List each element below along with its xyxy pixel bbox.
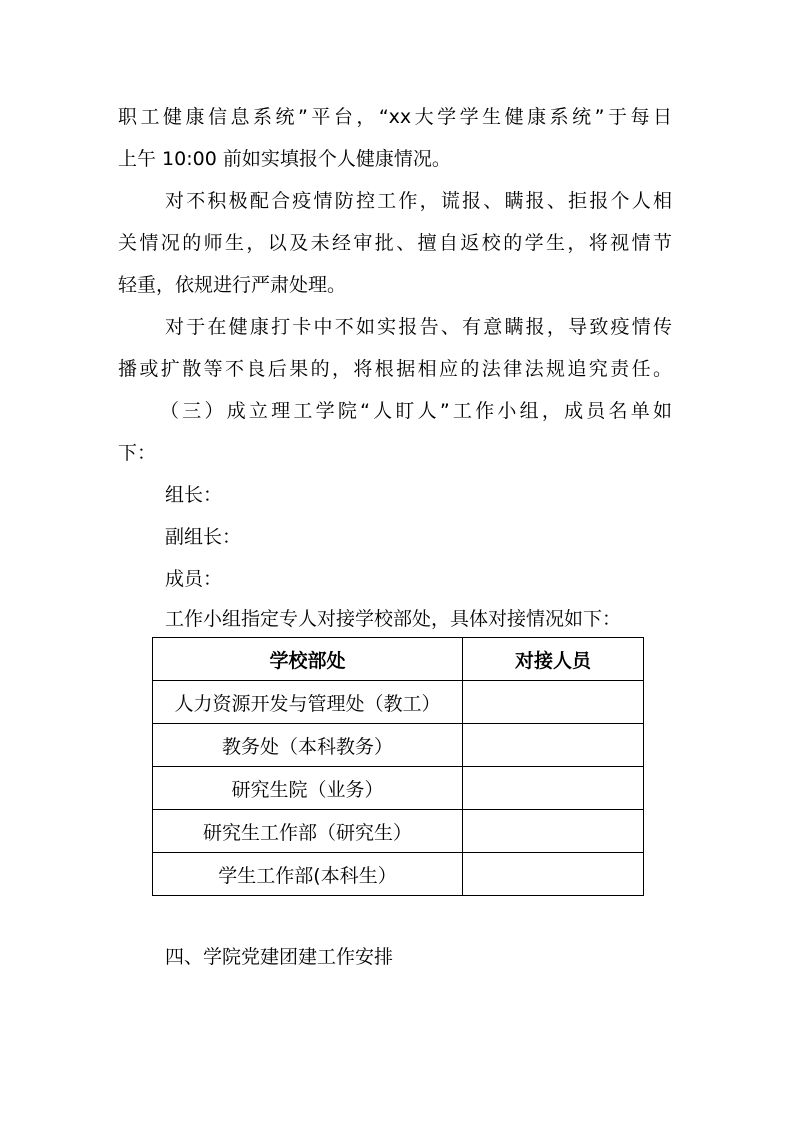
table-intro: 工作小组指定专人对接学校部处，具体对接情况如下： [165, 608, 622, 630]
paragraph-line: 对不积极配合疫情防控工作，谎报、瞒报、拒报个人相 [165, 190, 672, 212]
table-row [153, 810, 644, 853]
paragraph-line: （三）成立理工学院“人盯人”工作小组，成员名单如 [160, 400, 672, 422]
paragraph-line: 关情况的师生，以及未经审批、擅自返校的学生，将视情节 [118, 232, 672, 254]
paragraph-line: 轻重，依规进行严肃处理。 [118, 274, 347, 296]
department-cell: 学生工作部(本科生） [153, 853, 463, 896]
contact-person-cell [463, 810, 644, 853]
department-cell: 人力资源开发与管理处（教工） [153, 681, 463, 724]
contact-person-cell [463, 724, 644, 767]
section-heading: 四、学院党建团建工作安排 [165, 946, 394, 968]
contact-person-cell [463, 853, 644, 896]
department-cell: 研究生工作部（研究生） [153, 810, 463, 853]
table-row [153, 724, 644, 767]
table-row [153, 767, 644, 810]
department-cell: 研究生院（业务） [153, 767, 463, 810]
table-row [153, 853, 644, 896]
header-department: 学校部处 [153, 638, 463, 681]
paragraph-line: 下： [118, 442, 157, 464]
paragraph-line: 上午 10:00 前如实填报个人健康情况。 [118, 148, 451, 170]
table-header-row [153, 638, 644, 681]
contact-person-cell [463, 767, 644, 810]
deputy-leader-label: 副组长： [165, 526, 242, 548]
contact-person-cell [463, 681, 644, 724]
table-row [153, 681, 644, 724]
header-contact-person: 对接人员 [463, 638, 644, 681]
paragraph-line: 职工健康信息系统”平台，“xx大学学生健康系统”于每日 [118, 106, 672, 128]
members-label: 成员： [165, 568, 223, 590]
leader-label: 组长： [165, 484, 223, 506]
department-cell: 教务处（本科教务） [153, 724, 463, 767]
contact-table [152, 637, 644, 896]
paragraph-line: 播或扩散等不良后果的，将根据相应的法律法规追究责任。 [118, 358, 672, 380]
paragraph-line: 对于在健康打卡中不如实报告、有意瞒报，导致疫情传 [165, 316, 672, 338]
